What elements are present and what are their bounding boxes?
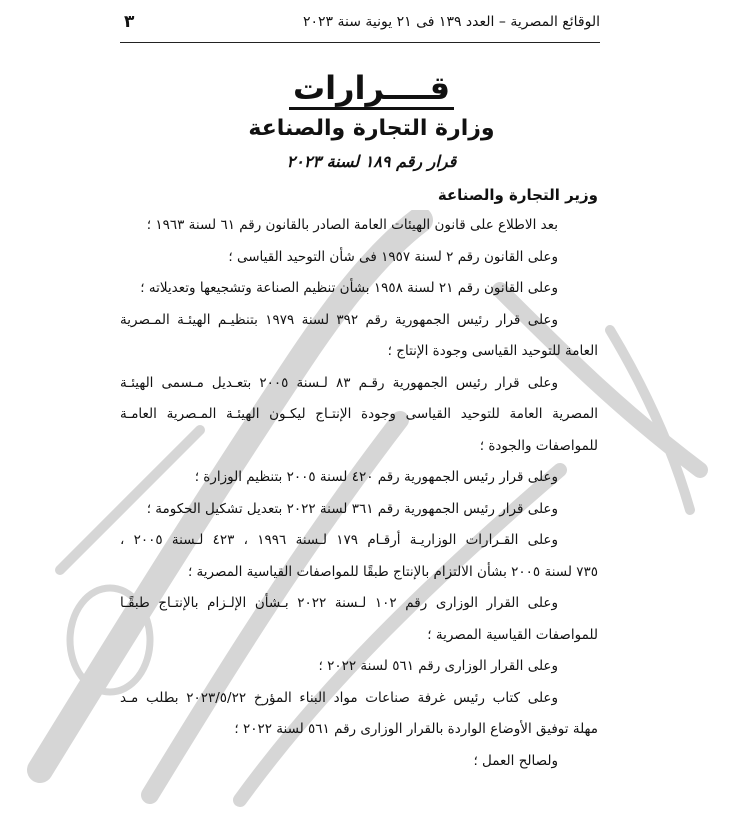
text-line: ولصالح العمل ؛ [473,752,558,769]
text-line: ٧٣٥ لسنة ٢٠٠٥ بشأن الالتزام بالإنتاج طبقًا للمواصفات القياسية المصرية ؛ [187,563,598,580]
text-line: وعلى قرار رئيس الجمهورية رقم ٣٩٢ لسنة ١٩٧٩ بتنظيـم الهيئـة المـصرية [120,311,558,328]
text-line: وعلى كتاب رئيس غرفة صناعات مواد البناء المؤرخ ٢٠٢٣/٥/٢٢ بطلب مـد [120,689,558,706]
text-line: المصرية العامة للتوحيد القياسى وجودة الإنتـاج ليكـون الهيئـة المـصرية العامـة [120,406,598,422]
page-number: ٣ [124,12,135,32]
decree-number: قرار رقم ١٨٩ لسنة ٢٠٢٣ [286,152,457,171]
page-header [120,8,600,43]
text-line: للمواصفات والجودة ؛ [479,437,598,454]
text-line: وعلى القانون رقم ٢١ لسنة ١٩٥٨ بشأن تنظيم الصناعة وتشجيعها وتعديلاته ؛ [140,280,558,296]
text-line: وعلى القرار الوزارى رقم ٥٦١ لسنة ٢٠٢٢ ؛ [318,658,558,674]
text-line: للمواصفات القياسية المصرية ؛ [427,626,598,643]
text-line: وعلى قرار رئيس الجمهورية رقم ٤٢٠ لسنة ٢٠٠٥ بتنظيم الوزارة ؛ [194,469,558,485]
text-line: مهلة توفيق الأوضاع الواردة بالقرار الوزارى رقم ٥٦١ لسنة ٢٠٢٢ ؛ [234,721,598,737]
minister-title: وزير التجارة والصناعة [437,186,598,204]
text-line: وعلى قرار رئيس الجمهورية رقم ٣٦١ لسنة ٢٠٢٢ بتعديل تشكيل الحكومة ؛ [146,500,558,517]
text-line: وعلى قرار رئيس الجمهورية رقـم ٨٣ لـسنة ٢٠٠٥ بتعـديل مـسمى الهيئـة [120,374,558,391]
text-line: وعلى القرار الوزارى رقم ١٠٢ لـسنة ٢٠٢٢ بـشأن الإلـزام بالإنتـاج طبقًـا [120,595,558,611]
decree-body [120,210,598,777]
text-line: العامة للتوحيد القياسى وجودة الإنتاج ؛ [387,343,598,359]
text-line: بعد الاطلاع على قانون الهيئات العامة الصادر بالقانون رقم ٦١ لسنة ١٩٦٣ ؛ [146,217,558,233]
text-line: وعلى القانون رقم ٢ لسنة ١٩٥٧ فى شأن التوحيد القياسى ؛ [228,248,558,265]
section-title: قــــرارات [0,68,743,108]
text-line: وعلى القـرارات الوزاريـة أرقـام ١٧٩ لـسنة ١٩٩٦ ، ٤٢٣ لـسنة ٢٠٠٥ ، [120,532,558,548]
header-title: الوقائع المصرية – العدد ١٣٩ فى ٢١ يونية سنة ٢٠٢٣ [302,14,600,30]
ministry-name: وزارة التجارة والصناعة [248,116,495,141]
